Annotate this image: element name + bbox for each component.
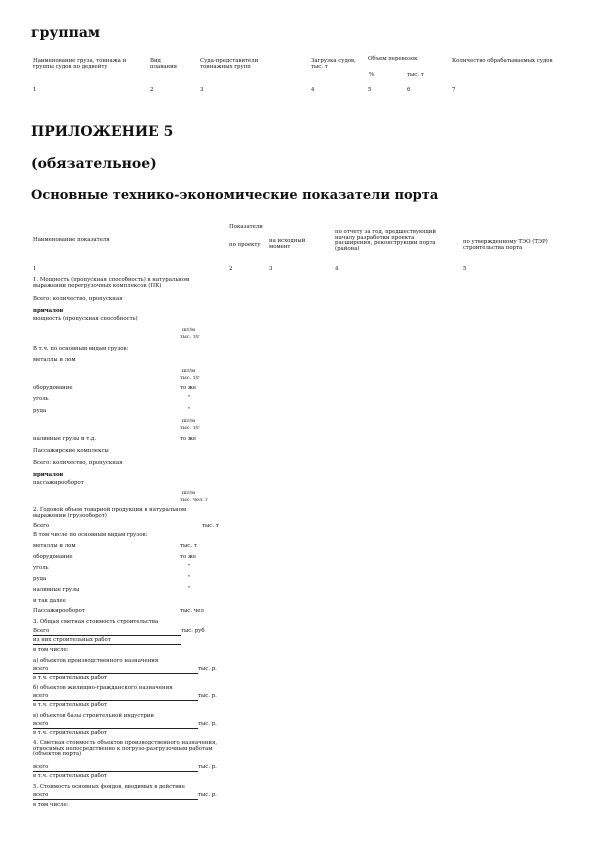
col-num-4: 4: [335, 266, 339, 272]
unit-thous-t-y: тыс. т/г: [180, 425, 200, 431]
col-name-header: Наименование показателя: [33, 237, 110, 243]
row-total: всего: [33, 667, 198, 674]
top-col-load: Загрузка судов, тыс. т: [311, 58, 356, 70]
top-num-7: 7: [452, 87, 456, 93]
row-construction-works: в т.ч. строительных работ: [33, 730, 108, 736]
row-production-objects: а) объектов производственного назначения: [33, 658, 159, 664]
col-num-1: 1: [33, 266, 37, 272]
unit-same: то же: [180, 385, 197, 391]
row-coal: уголь: [33, 565, 49, 571]
unit-thous-pers-y: тыс. чел. г: [180, 497, 208, 503]
row-and-so-on: и так далее: [33, 598, 66, 604]
unit-pcs-m: шт/м: [182, 490, 195, 496]
col-num-5: 5: [463, 266, 467, 272]
col-existing-header: на исходный момент: [269, 238, 306, 250]
top-num-2: 2: [150, 87, 154, 93]
appendix-heading: Основные технико-экономические показатели порта: [31, 188, 439, 203]
row-construction-works: в т.ч. строительных работ: [33, 773, 108, 779]
row-equipment: оборудование: [33, 554, 73, 560]
unit-thous-r: тыс. р.: [198, 693, 217, 699]
unit-thous-rub: тыс. руб: [181, 628, 205, 634]
unit-pcs-m: шт/м: [182, 418, 195, 424]
unit-thous-r: тыс. р.: [198, 792, 217, 798]
col-group-header: Показатели: [229, 224, 263, 230]
top-col-thous-t: тыс. т: [407, 72, 424, 78]
row-ore: руда: [33, 408, 47, 414]
row-coal: уголь: [33, 396, 49, 402]
unit-same: то же: [180, 554, 197, 560]
row-liquid: наливные грузы: [33, 587, 80, 593]
appendix-note: (обязательное): [31, 156, 157, 172]
unit-ditto: ": [188, 395, 191, 401]
unit-thous-t: тыс. т: [180, 543, 197, 549]
row-metals: металлы и лом: [33, 357, 76, 363]
row-fixed-assets-title: 5. Стоимость основных фондов, вводимых в действие: [33, 784, 185, 790]
row-liquid: наливные грузы и т.д.: [33, 436, 97, 442]
top-col-vessels: Суда-представители тоннажных групп: [200, 58, 259, 70]
col-reporting-header: по отчету за год, предшествующий началу разработки проекта расширения, реконструкции порта (района): [335, 229, 436, 253]
top-num-5: 5: [368, 87, 372, 93]
row-berths: причалов: [33, 472, 64, 478]
row-passenger-turnover: пассажирооборот: [33, 480, 84, 486]
row-capacity-throughput: мощность (пропускная способность): [33, 316, 138, 322]
top-col-voyage: Вид плавания: [150, 58, 178, 70]
row-by-cargo: В т.ч. по основным видам грузов:: [33, 346, 129, 352]
top-num-3: 3: [200, 87, 204, 93]
top-col-percent: %: [369, 72, 375, 78]
row-annual-volume-title: 2. Годовой объем товарной продукции в натуральном выражении (грузооборот): [33, 507, 187, 519]
row-passenger-turnover: Пассажирооборот: [33, 608, 85, 614]
col-approved-header: по утвержденному ТЭО (ТЭР) строительства порта: [463, 239, 548, 251]
unit-pcs-m: шт/м: [182, 327, 195, 333]
row-construction-works: в т.ч. строительных работ: [33, 702, 108, 708]
col-num-2: 2: [229, 266, 233, 272]
row-residential-objects: б) объектов жилищно-гражданского назначения: [33, 685, 173, 691]
unit-ditto: ": [188, 586, 191, 592]
appendix-title: ПРИЛОЖЕНИЕ 5: [31, 124, 174, 140]
row-metals: металлы и лом: [33, 543, 76, 549]
row-equipment: оборудование: [33, 385, 73, 391]
row-capacity-title: 1. Мощность (пропускная способность) в натуральном выражении перегрузочных комплексов (ПК): [33, 277, 190, 289]
row-total: всего: [33, 793, 198, 800]
top-num-1: 1: [33, 87, 37, 93]
row-total: всего: [33, 722, 198, 729]
top-heading: группам: [31, 25, 101, 41]
row-by-cargo-incl: В том числе по основным видам грузов:: [33, 532, 148, 538]
row-total-capacity: Всего: количество, пропускная: [33, 296, 123, 302]
col-project-header: по проекту: [229, 242, 261, 248]
row-construction-works: в т.ч. строительных работ: [33, 675, 108, 681]
unit-thous-t-y: тыс. т/г: [180, 334, 200, 340]
unit-thous-r: тыс. р.: [198, 666, 217, 672]
row-port-objects-cost: 4. Сметная стоимость объектов производственного назначения, относимых непосредственно к погрузо-разгрузочным работам (объектов порта): [33, 740, 218, 758]
top-num-6: 6: [407, 87, 411, 93]
unit-thous-t-y: тыс. т/г: [180, 375, 200, 381]
unit-ditto: ": [188, 575, 191, 581]
top-num-4: 4: [311, 87, 315, 93]
row-total: всего: [33, 694, 198, 701]
row-passenger-complexes: Пассажирские комплексы: [33, 448, 109, 454]
row-industry-base-objects: в) объектов базы строительной индустрии: [33, 713, 154, 719]
col-num-3: 3: [269, 266, 273, 272]
unit-thous-r: тыс. р.: [198, 721, 217, 727]
unit-thous-pers: тыс. чел: [180, 608, 204, 614]
unit-ditto: ": [188, 407, 191, 413]
unit-pcs-m: шт/м: [182, 368, 195, 374]
top-col-count: Количество обрабатываемых судов: [452, 58, 553, 64]
top-col-name: Наименование груза, тоннажа и группы судов по дедвейту: [33, 58, 127, 70]
row-total: Всего: [33, 523, 50, 529]
top-col-volume: Объем перевозок: [368, 56, 418, 62]
row-total: всего: [33, 765, 198, 772]
row-including: в том числе:: [33, 802, 69, 808]
unit-thous-t: тыс. т: [202, 523, 219, 529]
row-construction-works: из них строительных работ: [33, 638, 181, 645]
row-estimated-cost-title: 3. Общая сметная стоимость строительства: [33, 619, 159, 625]
row-including: в том числе:: [33, 647, 69, 653]
unit-thous-r: тыс. р.: [198, 764, 217, 770]
row-total-capacity: Всего: количество, пропускная: [33, 460, 123, 466]
unit-same: то же: [180, 436, 197, 442]
row-ore: руда: [33, 576, 47, 582]
row-berths: причалов: [33, 308, 64, 314]
unit-ditto: ": [188, 564, 191, 570]
row-total: Всего: [33, 629, 181, 636]
